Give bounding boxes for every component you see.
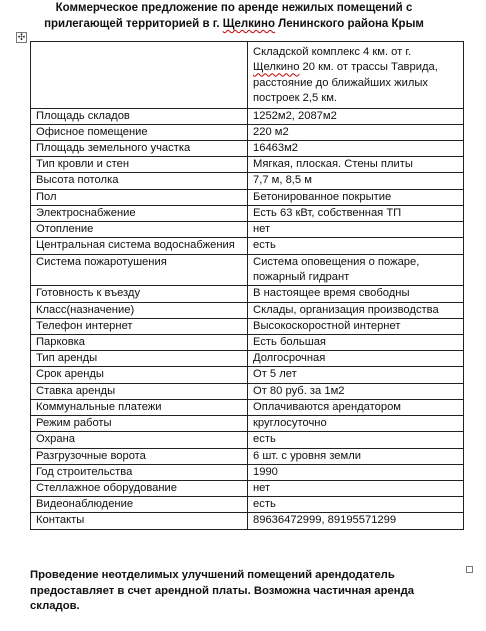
value-cell: Бетонированное покрытие bbox=[248, 189, 464, 205]
page-title bbox=[14, 0, 454, 32]
value-cell: есть bbox=[248, 432, 464, 448]
param-cell: Стеллажное оборудование bbox=[31, 480, 248, 496]
title-line-1: Коммерческое предложение по аренде нежилых помещений с bbox=[55, 2, 413, 14]
table-row bbox=[31, 448, 464, 464]
table-row bbox=[31, 351, 464, 367]
value-cell: Оплачиваются арендатором bbox=[248, 399, 464, 415]
table-row bbox=[31, 254, 464, 286]
value-cell: Система оповещения о пожаре, пожарный гидрант bbox=[248, 254, 464, 286]
title-line-2-prefix: прилегающей территорией в г. bbox=[44, 18, 223, 30]
table-row bbox=[31, 497, 464, 513]
table-row bbox=[31, 222, 464, 238]
table-row bbox=[31, 318, 464, 334]
title-line-2-suffix: Ленинского района Крым bbox=[274, 18, 424, 30]
resize-square-icon[interactable] bbox=[466, 566, 473, 573]
table-row bbox=[31, 335, 464, 351]
param-cell: Тип аренды bbox=[31, 351, 248, 367]
param-cell: Режим работы bbox=[31, 416, 248, 432]
value-cell: Высокоскоростной интернет bbox=[248, 318, 464, 334]
param-cell: Охрана bbox=[31, 432, 248, 448]
table-row bbox=[31, 480, 464, 496]
value-cell: Склады, организация производства bbox=[248, 302, 464, 318]
param-cell: Пол bbox=[31, 189, 248, 205]
value-cell: нет bbox=[248, 480, 464, 496]
table-row bbox=[31, 416, 464, 432]
param-cell: Ставка аренды bbox=[31, 383, 248, 399]
param-cell: Офисное помещение bbox=[31, 124, 248, 140]
spec-table-body bbox=[31, 42, 464, 530]
spec-table bbox=[30, 41, 464, 530]
param-cell: Коммунальные платежи bbox=[31, 399, 248, 415]
value-cell: В настоящее время свободны bbox=[248, 286, 464, 302]
table-row bbox=[31, 464, 464, 480]
value-cell: 220 м2 bbox=[248, 124, 464, 140]
value-cell: Есть 63 кВт, собственная ТП bbox=[248, 205, 464, 221]
value-cell: 89636472999, 89195571299 bbox=[248, 513, 464, 529]
table-row bbox=[31, 399, 464, 415]
param-cell: Видеонаблюдение bbox=[31, 497, 248, 513]
value-cell: 7,7 м, 8,5 м bbox=[248, 173, 464, 189]
table-row bbox=[31, 238, 464, 254]
table-row bbox=[31, 302, 464, 318]
table-row bbox=[31, 205, 464, 221]
table-row bbox=[31, 286, 464, 302]
value-cell: 1990 bbox=[248, 464, 464, 480]
param-cell: Телефон интернет bbox=[31, 318, 248, 334]
table-row bbox=[31, 383, 464, 399]
table-row bbox=[31, 189, 464, 205]
intro-empty-cell bbox=[31, 42, 248, 109]
move-cross-icon[interactable]: ✣ bbox=[17, 32, 26, 42]
value-cell: 16463м2 bbox=[248, 141, 464, 157]
param-cell: Тип кровли и стен bbox=[31, 157, 248, 173]
value-cell: Долгосрочная bbox=[248, 351, 464, 367]
value-cell: круглосуточно bbox=[248, 416, 464, 432]
table-row bbox=[31, 157, 464, 173]
param-cell: Разгрузочные ворота bbox=[31, 448, 248, 464]
table-row bbox=[31, 432, 464, 448]
param-cell: Отопление bbox=[31, 222, 248, 238]
title-place-name: Щелкино bbox=[222, 18, 275, 30]
param-cell: Центральная система водоснабжения bbox=[31, 238, 248, 254]
param-cell: Парковка bbox=[31, 335, 248, 351]
intro-place-name: Щелкино bbox=[253, 61, 300, 74]
param-cell: Площадь складов bbox=[31, 108, 248, 124]
value-cell: От 5 лет bbox=[248, 367, 464, 383]
param-cell: Площадь земельного участка bbox=[31, 141, 248, 157]
value-cell: 6 шт. с уровня земли bbox=[248, 448, 464, 464]
intro-part-2: 20 км. от трассы Таврида, расстояние до ближайших жилых построек 2,5 км. bbox=[253, 61, 438, 105]
table-row bbox=[31, 141, 464, 157]
table-row bbox=[31, 367, 464, 383]
value-cell: есть bbox=[248, 238, 464, 254]
footer-note: Проведение неотделимых улучшений помещений арендодатель предоставляет в счет арендной платы. Возможна частичная аренда складов. bbox=[30, 569, 415, 612]
param-cell: Класс(назначение) bbox=[31, 302, 248, 318]
intro-cell bbox=[248, 42, 464, 109]
param-cell: Контакты bbox=[31, 513, 248, 529]
param-cell: Срок аренды bbox=[31, 367, 248, 383]
table-row bbox=[31, 124, 464, 140]
value-cell: нет bbox=[248, 222, 464, 238]
table-row bbox=[31, 513, 464, 529]
param-cell: Высота потолка bbox=[31, 173, 248, 189]
title-line-2 bbox=[14, 16, 454, 32]
table-row bbox=[31, 173, 464, 189]
param-cell: Готовность к въезду bbox=[31, 286, 248, 302]
value-cell: 1252м2, 2087м2 bbox=[248, 108, 464, 124]
intro-part-1: Складской комплекс 4 км. от г. bbox=[253, 46, 412, 58]
param-cell: Система пожаротушения bbox=[31, 254, 248, 286]
table-row-intro bbox=[31, 42, 464, 109]
value-cell: Есть большая bbox=[248, 335, 464, 351]
param-cell: Год строительства bbox=[31, 464, 248, 480]
param-cell: Электроснабжение bbox=[31, 205, 248, 221]
value-cell: есть bbox=[248, 497, 464, 513]
value-cell: Мягкая, плоская. Стены плиты bbox=[248, 157, 464, 173]
value-cell: От 80 руб. за 1м2 bbox=[248, 383, 464, 399]
table-row bbox=[31, 108, 464, 124]
